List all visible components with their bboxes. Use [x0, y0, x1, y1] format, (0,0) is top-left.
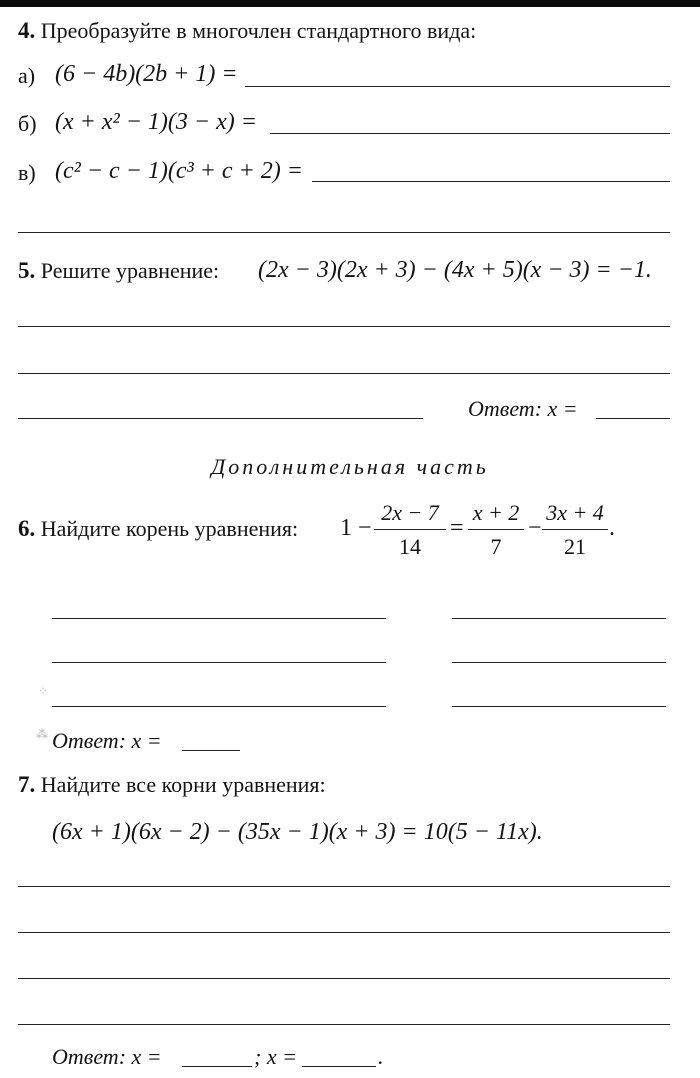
- task-4b-expression: (x + x² − 1)(3 − x) =: [55, 109, 257, 135]
- task-6-line-left-2[interactable]: [52, 662, 386, 663]
- task-4c-expression: (c² − c − 1)(c³ + c + 2) =: [55, 158, 303, 184]
- task-6-fraction-1-denominator: 14: [399, 534, 421, 559]
- task-5-answer-line[interactable]: [596, 418, 670, 419]
- task-7-answer-label-1: Ответ: x =: [52, 1044, 162, 1069]
- task-4-prompt: Преобразуйте в многочлен стандартного вида:: [40, 18, 477, 43]
- task-4-header: [18, 18, 476, 44]
- task-7-line-2[interactable]: [18, 932, 670, 933]
- task-6-fraction-2-numerator: x + 2: [472, 500, 520, 525]
- task-7-answer-line-2[interactable]: [302, 1066, 376, 1067]
- task-7-answer-end: .: [378, 1044, 384, 1069]
- task-4a-expression: (6 − 4b)(2b + 1) =: [55, 61, 238, 87]
- section-title: Дополнительная часть: [211, 454, 489, 479]
- task-7-header: [18, 772, 326, 798]
- task-6-number: 6.: [18, 516, 36, 541]
- task-5-line-1[interactable]: [18, 326, 670, 327]
- task-6-fraction-1: [374, 500, 446, 560]
- task-5-line-2[interactable]: [18, 373, 670, 374]
- task-5-prompt: Решите уравнение:: [40, 258, 220, 283]
- task-6-fraction-1-numerator: 2x − 7: [381, 500, 439, 525]
- task-6-answer-label: Ответ: x =: [52, 728, 162, 753]
- task-5-number: 5.: [18, 258, 36, 283]
- task-6-fraction-2: [468, 500, 524, 560]
- task-6-line-left-1[interactable]: [52, 618, 386, 619]
- task-6-fraction-3-denominator: 21: [564, 534, 586, 559]
- task-6-fraction-3-numerator: 3x + 4: [546, 500, 604, 525]
- task-6-line-right-1[interactable]: [452, 618, 666, 619]
- task-7-line-3[interactable]: [18, 978, 670, 979]
- task-4a-answer-line[interactable]: [245, 86, 670, 87]
- scan-speck-1: ⁘: [38, 684, 49, 698]
- top-border: [0, 0, 700, 7]
- task-6-fraction-2-bar: [468, 529, 524, 530]
- task-7-number: 7.: [18, 772, 36, 797]
- task-6-lead: 1 −: [340, 515, 372, 541]
- task-7-equation: (6x + 1)(6x − 2) − (35x − 1)(x + 3) = 10(5 − 11x).: [52, 819, 543, 845]
- task-6-equals: =: [450, 515, 464, 541]
- task-7-line-4[interactable]: [18, 1024, 670, 1025]
- task-6-end: .: [609, 515, 615, 541]
- task-4b-answer-line[interactable]: [270, 133, 670, 134]
- task-6-answer-line[interactable]: [182, 750, 240, 751]
- task-5-answer-label: Ответ: x =: [468, 396, 578, 421]
- task-5-equation: (2x − 3)(2x + 3) − (4x + 5)(x − 3) = −1.: [258, 257, 652, 283]
- task-4a-label: а): [18, 63, 36, 88]
- task-4c-label: в): [18, 160, 36, 185]
- task-7-answer-line-1[interactable]: [182, 1066, 252, 1067]
- task-5-header: [18, 258, 219, 284]
- task-4-extra-line[interactable]: [18, 232, 670, 233]
- task-4b-label: б): [18, 111, 37, 136]
- task-4-number: 4.: [18, 18, 36, 43]
- task-6-line-right-2[interactable]: [452, 662, 666, 663]
- task-6-minus: −: [528, 515, 542, 541]
- task-6-fraction-3: [542, 500, 608, 560]
- task-6-header: [18, 516, 298, 542]
- task-6-fraction-1-bar: [374, 529, 446, 530]
- task-7-prompt: Найдите все корни уравнения:: [40, 772, 326, 797]
- task-7-line-1[interactable]: [18, 886, 670, 887]
- task-5-line-3[interactable]: [18, 418, 423, 419]
- task-6-line-right-3[interactable]: [452, 706, 666, 707]
- task-7-answer-label-2: ; x =: [254, 1044, 297, 1069]
- task-4c-answer-line[interactable]: [312, 181, 670, 182]
- scan-speck-2: ⁂: [36, 727, 48, 741]
- task-6-fraction-3-bar: [542, 529, 608, 530]
- task-6-fraction-2-denominator: 7: [490, 534, 502, 559]
- task-6-prompt: Найдите корень уравнения:: [40, 516, 299, 541]
- task-6-line-left-3[interactable]: [52, 706, 386, 707]
